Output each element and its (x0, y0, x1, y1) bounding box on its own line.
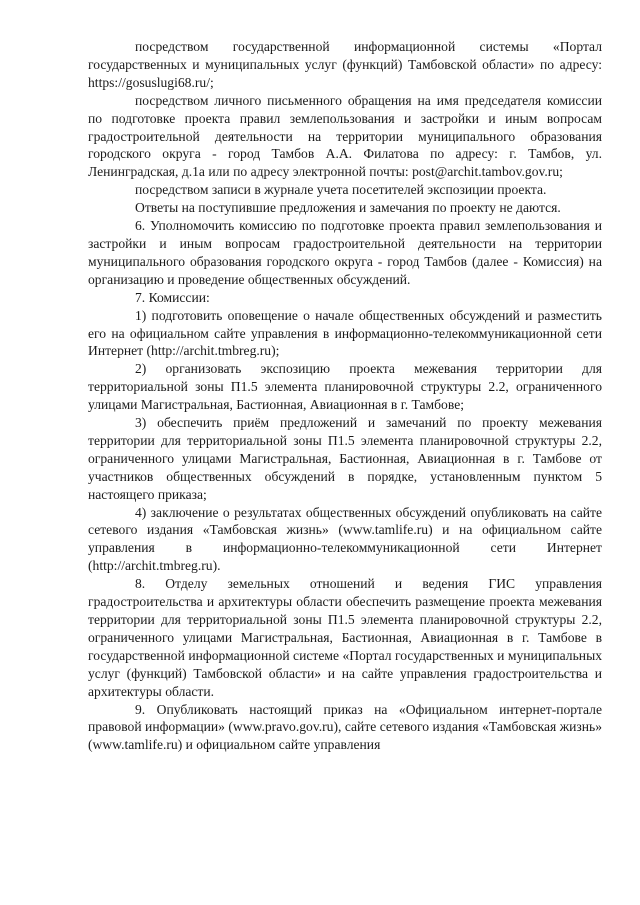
paragraph-item-7-2: 2) организовать экспозицию проекта межевания территории для территориальной зоны П1.5 элемента планировочной структуры 2.2, ограниченного улицами Магистральная, Бастионная, Авиационная в г. Тамбове; (88, 361, 602, 413)
paragraph-personal-letter-submission: посредством личного письменного обращения на имя председателя комиссии по подготовке проекта правил землепользования и застройки и иным вопросам градостроительной деятельности на территории муниципального образования городского округа - город Тамбов А.А. Филатова по адресу: г. Тамбов, ул. Ленинградская, д.1а или по адресу электронной почты: post@archit.tambov.gov.ru; (88, 92, 602, 180)
document-page (88, 38, 602, 754)
paragraph-item-7-3: 3) обеспечить приём предложений и замечаний по проекту межевания территории для территориальной зоны П1.5 элемента планировочной структуры 2.2, ограниченного улицами Магистральная, Бастионная, Авиационная в г. Тамбове от участников общественных обсуждений в порядке, установленным пунктом 5 настоящего приказа; (88, 415, 602, 502)
paragraph-gosuslugi-submission: посредством государственной информационной системы «Портал государственных и муниципальных услуг (функций) Тамбовской области» по адресу: https://gosuslugi68.ru/; (88, 39, 602, 90)
paragraph-visitor-log-submission: посредством записи в журнале учета посетителей экспозиции проекта. (135, 182, 547, 198)
paragraph-item-7-4: 4) заключение о результатах общественных обсуждений опубликовать на сайте сетевого издания «Тамбовская жизнь» (www.tamlife.ru) и на официальном сайте управления в информационно-телекоммуникационной сети Интернет (http://archit.tmbreg.ru). (88, 504, 602, 574)
paragraph-item-8: 8. Отделу земельных отношений и ведения ГИС управления градостроительства и архитектуры области обеспечить размещение проекта межевания территории для территориальной зоны П1.5 элемента планировочной структуры 2.2, ограниченного улицами Магистральная, Бастионная, Авиационная в г. Тамбове в государственной информационной системе «Портал государственных и муниципальных услуг (функций) Тамбовской области» и на сайте управления градостроительства и архитектуры области. (88, 576, 602, 699)
paragraph-item-9: 9. Опубликовать настоящий приказ на «Официальном интернет-портале правовой информации» (www.pravo.gov.ru), сайте сетевого издания «Тамбовская жизнь» (www.tamlife.ru) и официальном сайте управления (88, 701, 602, 753)
paragraph-item-6: 6. Уполномочить комиссию по подготовке проекта правил землепользования и застройки и иным вопросам градостроительной деятельности на территории муниципального образования городского округа - город Тамбов (далее - Комиссия) на организацию и проведение общественных обсуждений. (88, 218, 602, 287)
paragraph-item-7-1: 1) подготовить оповещение о начале общественных обсуждений и разместить его на официальном сайте управления в информационно-телекоммуникационной сети Интернет (http://archit.tmbreg.ru); (88, 307, 602, 359)
paragraph-no-replies: Ответы на поступившие предложения и замечания по проекту не даются. (135, 200, 561, 216)
paragraph-item-7: 7. Комиссии: (135, 289, 210, 305)
